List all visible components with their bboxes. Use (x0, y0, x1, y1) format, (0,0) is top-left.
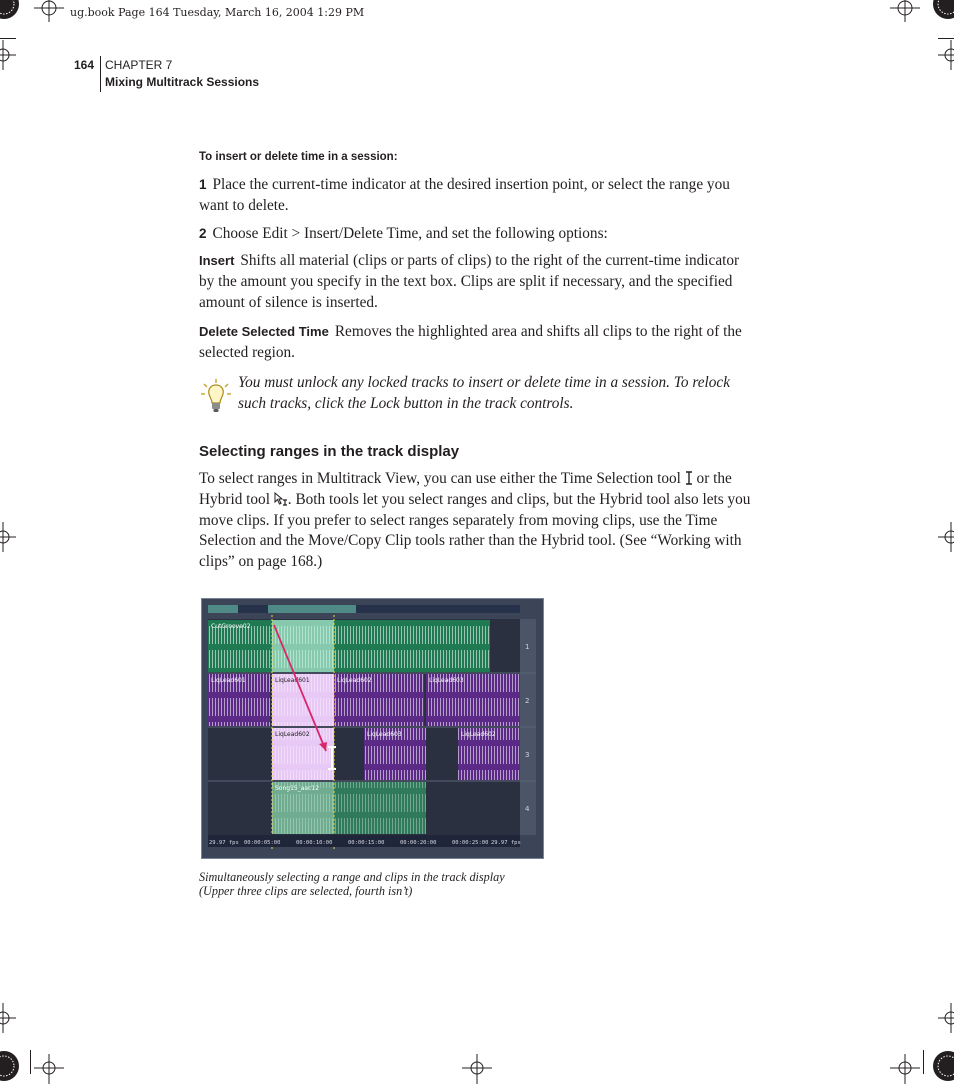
ruler-label: 29.97 fps (491, 840, 521, 846)
ruler-label: 00:00:20:00 (400, 840, 437, 846)
option-term: Delete Selected Time (199, 324, 329, 339)
clip[interactable] (364, 728, 426, 780)
clip[interactable] (272, 674, 334, 726)
clip-label: Song15_aac12 (275, 785, 320, 792)
track-number: 4 (525, 805, 530, 813)
clip-label: LiqLead603 (367, 731, 402, 738)
crop-mark (30, 1050, 31, 1074)
hybrid-cursor-icon (274, 492, 288, 506)
section-heading: Selecting ranges in the track display (199, 443, 460, 460)
crop-mark (938, 38, 954, 39)
section-body (199, 469, 755, 573)
crosshair-mark-left-middle (0, 522, 18, 552)
clip-label: LiqLead601 (275, 677, 310, 684)
crosshair-mark-left-bottom (0, 1003, 18, 1033)
body-text: To select ranges in Multitrack View, you can use either the Time Selection tool (199, 470, 681, 487)
registration-wheel-bottom-right (932, 1050, 954, 1082)
track-number: 2 (525, 697, 530, 705)
registration-wheel-top-right (932, 0, 954, 20)
ruler-label: 00:00:10:00 (296, 840, 333, 846)
ruler-label: 00:00:25:00 (452, 840, 489, 846)
track-number: 3 (525, 751, 530, 759)
clip[interactable] (272, 728, 334, 780)
option-description: Shifts all material (clips or parts of clips) to the right of the current-time indicator by the amount you specify in the text box. Clips are split if necessary, and the specified amount of silence is inserted. (199, 252, 740, 311)
clip-label: CutGroove02 (211, 623, 251, 630)
step-number: 2 (199, 226, 207, 241)
chapter-title: Mixing Multitrack Sessions (105, 75, 260, 89)
multitrack-screenshot (201, 598, 544, 859)
crosshair-mark-top-left (34, 0, 64, 26)
ruler-label: 00:00:15:00 (348, 840, 385, 846)
track-number: 1 (525, 643, 530, 651)
chapter-label: CHAPTER 7 (105, 58, 173, 72)
procedure-title: To insert or delete time in a session: (199, 151, 398, 163)
clip[interactable] (426, 674, 520, 726)
crosshair-mark-right-top (936, 40, 954, 70)
crosshair-mark-bottom-right (890, 1054, 920, 1084)
clip[interactable] (458, 728, 520, 780)
option-insert (199, 251, 755, 313)
registration-wheel-top-left (0, 0, 20, 20)
crosshair-mark-top-right (890, 0, 920, 26)
option-description: Removes the highlighted area and shifts all clips to the right of the selected region. (199, 323, 742, 361)
crosshair-mark-left-top (0, 40, 18, 70)
crop-mark (923, 1050, 924, 1074)
i-beam-icon (685, 471, 693, 485)
body-text: or the Hybrid tool (199, 470, 732, 508)
track-display (202, 599, 543, 858)
body-text: . Both tools let you select ranges and clips, but the Hybrid tool also lets you move clips. If you prefer to select ranges separately from moving clips, use the Time Selection and the Move/Copy Clip tools rather than the Hybrid tool. (See “Working with clips” on page 168.) (199, 490, 751, 571)
clip[interactable] (208, 674, 270, 726)
clip-label: LiqLead602 (275, 731, 310, 738)
figure-caption (199, 870, 505, 898)
caption-line: (Upper three clips are selected, fourth isn’t) (199, 884, 413, 898)
step-number: 1 (199, 177, 207, 192)
clip-label: LiqLead602 (461, 731, 496, 738)
lightbulb-icon (200, 378, 232, 414)
step-2 (199, 224, 755, 245)
step-1 (199, 175, 755, 217)
crosshair-mark-right-bottom (936, 1003, 954, 1033)
step-text: Choose Edit > Insert/Delete Time, and set the following options: (212, 225, 608, 242)
clip[interactable] (334, 674, 424, 726)
page-number: 164 (74, 58, 95, 72)
option-delete-selected-time (199, 322, 755, 364)
clip[interactable] (208, 620, 490, 672)
ruler-label: 29.97 fps (209, 840, 239, 846)
option-term: Insert (199, 253, 235, 268)
clip-label: LiqLead601 (211, 677, 246, 684)
tip-text: You must unlock any locked tracks to insert or delete time in a session. To relock such tracks, click the Lock button in the track controls. (238, 374, 730, 412)
ruler-label: 00:00:05:00 (244, 840, 281, 846)
crosshair-mark-bottom-left (34, 1054, 64, 1084)
header-divider (100, 56, 101, 92)
crop-mark (0, 38, 16, 39)
overview-bar[interactable] (208, 605, 520, 613)
registration-wheel-bottom-left (0, 1050, 20, 1082)
clip-label: LiqLead602 (337, 677, 372, 684)
step-text: Place the current-time indicator at the desired insertion point, or select the range you want to delete. (199, 176, 730, 214)
crosshair-mark-bottom-center (462, 1054, 492, 1084)
print-slug: ug.book Page 164 Tuesday, March 16, 2004 1:29 PM (70, 6, 365, 19)
caption-line: Simultaneously selecting a range and clips in the track display (199, 870, 505, 884)
clip[interactable] (272, 782, 426, 834)
crosshair-mark-right-middle (936, 522, 954, 552)
clip-label: LiqLead603 (429, 677, 464, 684)
